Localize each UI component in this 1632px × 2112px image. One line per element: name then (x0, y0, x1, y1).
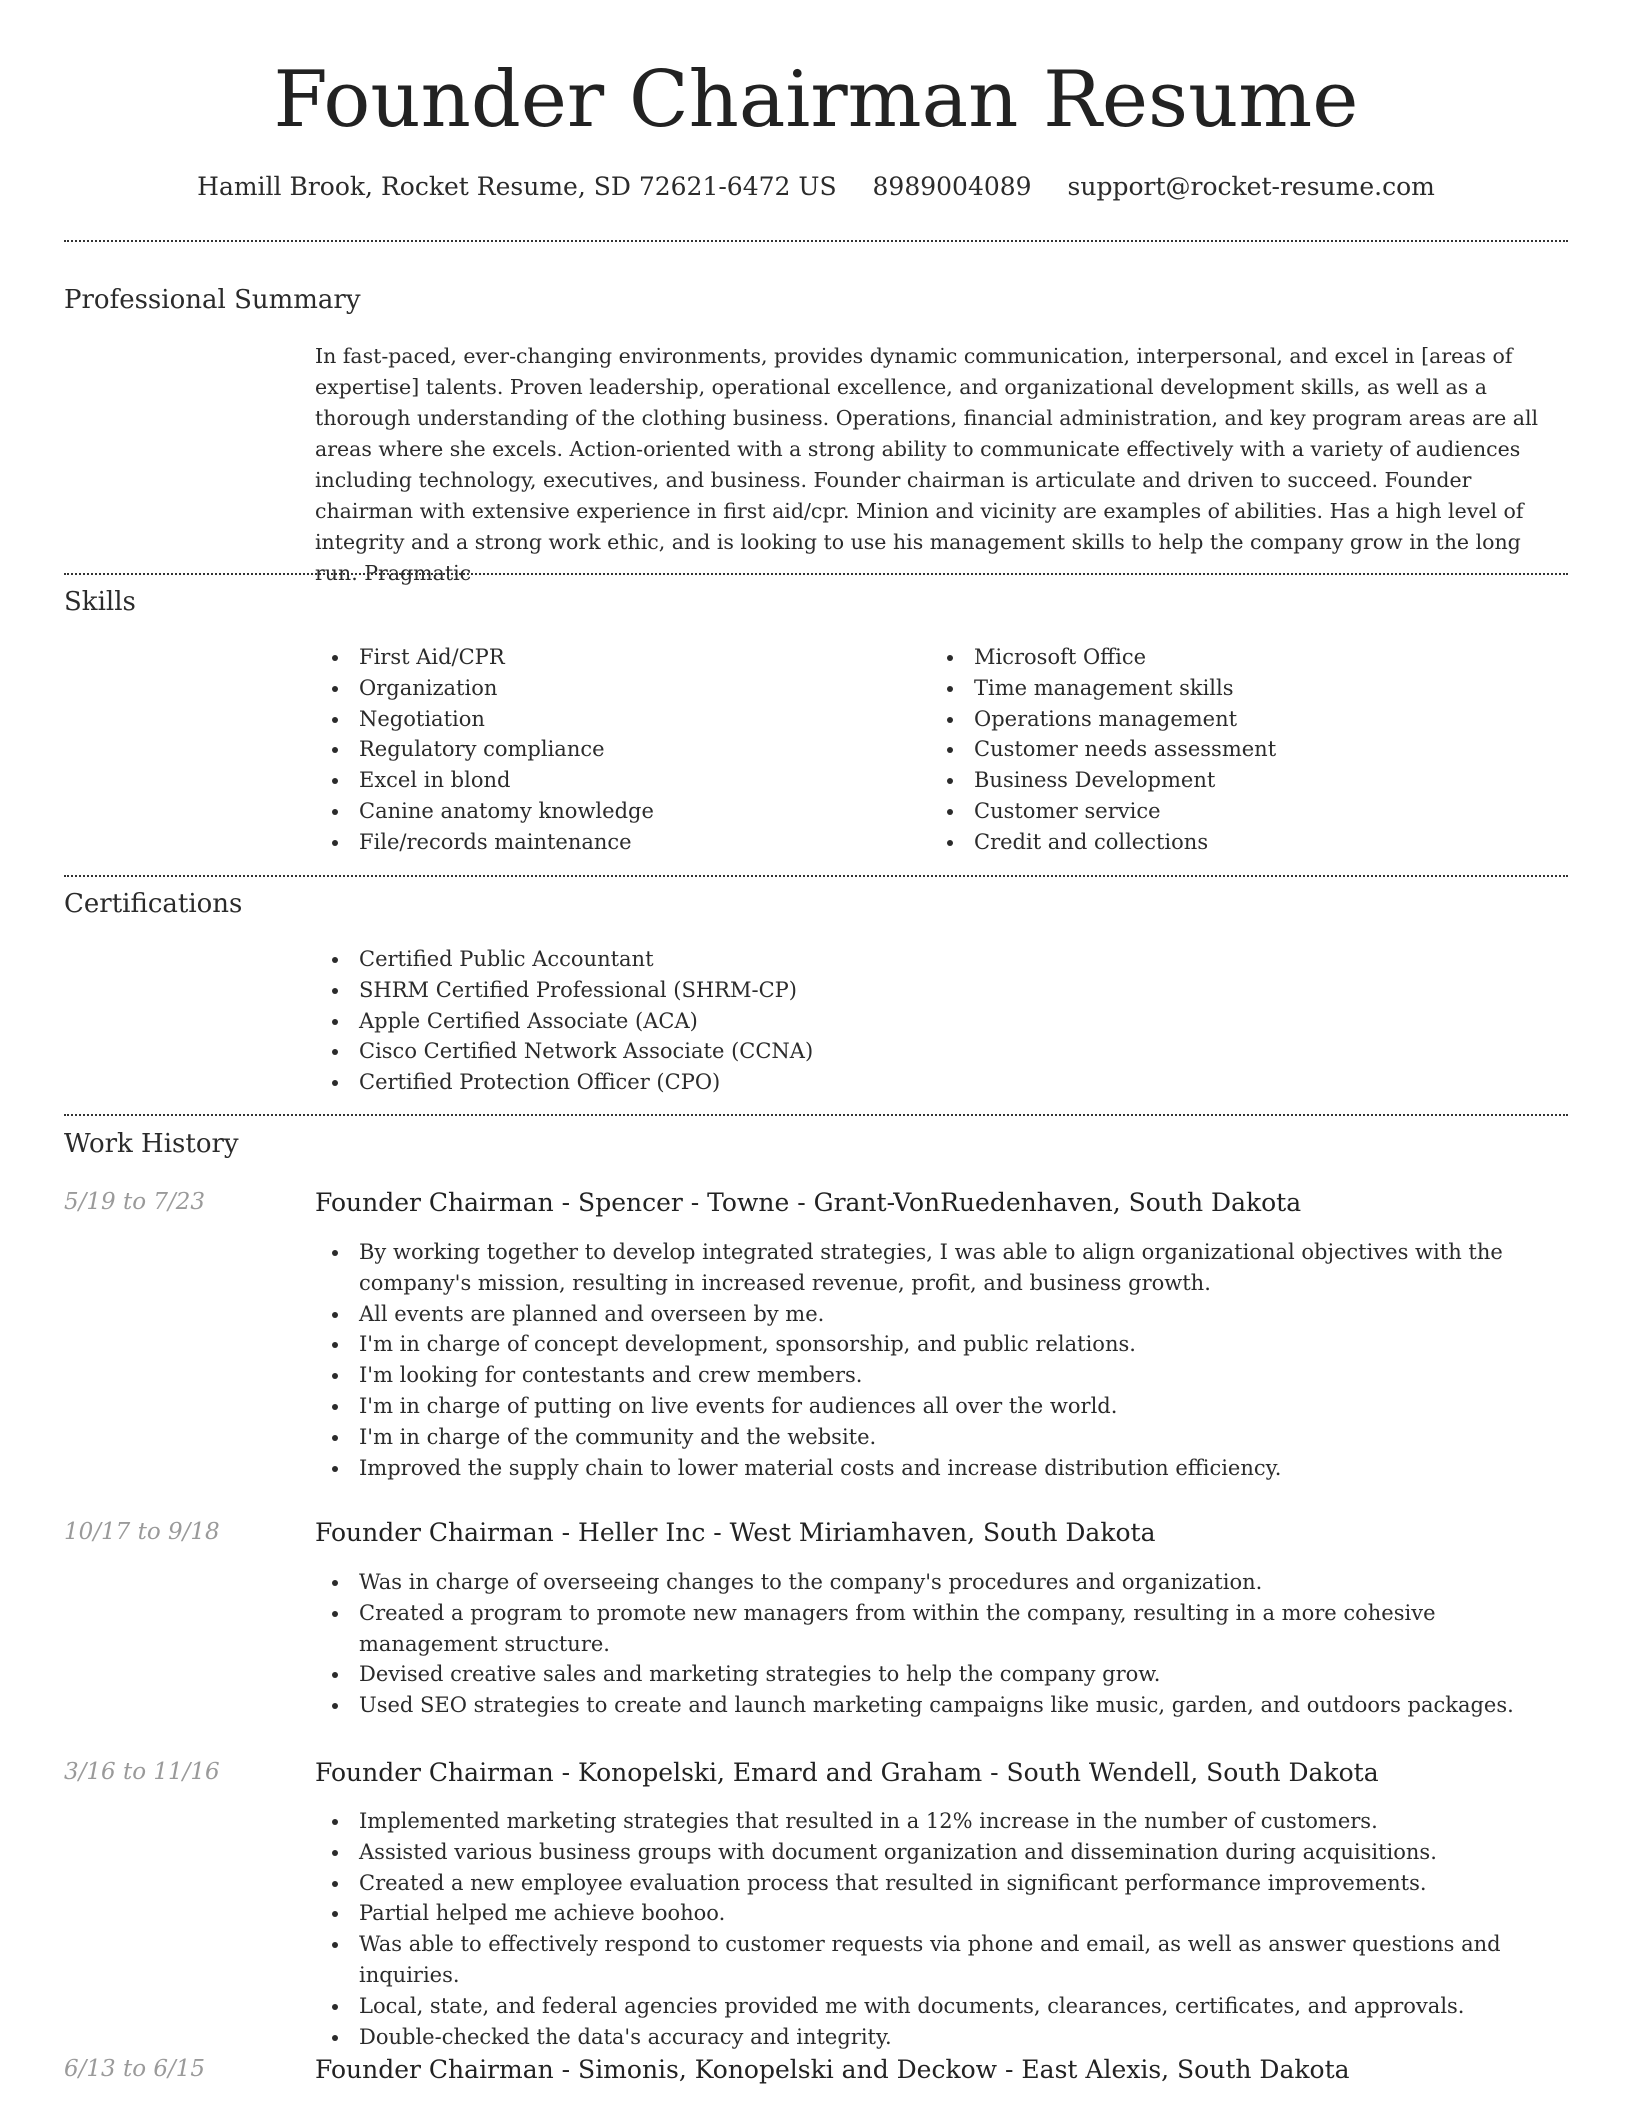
contact-line (64, 170, 1568, 204)
skill-item: Microsoft Office (930, 642, 1550, 673)
job-bullet: Used SEO strategies to create and launch marketing campaigns like music, garden, and outdoors packages. (315, 1690, 1568, 1721)
skill-item: File/records maintenance (315, 827, 915, 858)
job-bullets (315, 1567, 1568, 1721)
skill-item: Regulatory compliance (315, 734, 915, 765)
skills-list-right (930, 642, 1550, 858)
certification-item: Certified Protection Officer (CPO) (315, 1067, 1568, 1098)
job-bullets (315, 1237, 1568, 1483)
job-bullets (315, 1806, 1568, 2052)
job-bullet: I'm looking for contestants and crew members. (315, 1360, 1568, 1391)
skills-heading: Skills (64, 587, 136, 617)
skill-item: Canine anatomy knowledge (315, 796, 915, 827)
job-bullet: Was able to effectively respond to customer requests via phone and email, as well as answer questions and inquiries. (315, 1929, 1568, 1991)
job-title: Founder Chairman - Heller Inc - West Miriamhaven, South Dakota (315, 1518, 1156, 1547)
skill-item: First Aid/CPR (315, 642, 915, 673)
job-title: Founder Chairman - Konopelski, Emard and Graham - South Wendell, South Dakota (315, 1758, 1379, 1787)
job-bullet: Was in charge of overseeing changes to the company's procedures and organization. (315, 1567, 1568, 1598)
skill-item: Negotiation (315, 704, 915, 735)
job-bullet: Created a new employee evaluation process that resulted in significant performance improvements. (315, 1868, 1568, 1899)
job-bullet: Devised creative sales and marketing strategies to help the company grow. (315, 1659, 1568, 1690)
section-divider (64, 875, 1568, 877)
contact-phone: 8989004089 (872, 172, 1032, 201)
skill-item: Credit and collections (930, 827, 1550, 858)
job-bullet: I'm in charge of concept development, sponsorship, and public relations. (315, 1329, 1568, 1360)
summary-heading: Professional Summary (64, 285, 361, 315)
section-divider (64, 1114, 1568, 1116)
skill-item: Customer service (930, 796, 1550, 827)
job-bullet: Double-checked the data's accuracy and integrity. (315, 2022, 1568, 2053)
skills-list-left (315, 642, 915, 858)
certification-item: SHRM Certified Professional (SHRM-CP) (315, 975, 1568, 1006)
resume-title: Founder Chairman Resume (273, 55, 1359, 145)
job-bullet: Created a program to promote new managers from within the company, resulting in a more cohesive management structure. (315, 1598, 1568, 1660)
skill-item: Operations management (930, 704, 1550, 735)
job-dates: 3/16 to 11/16 (64, 1759, 220, 1785)
job-dates: 10/17 to 9/18 (64, 1519, 220, 1545)
section-divider (64, 573, 1568, 575)
job-bullet: All events are planned and overseen by me. (315, 1299, 1568, 1330)
skill-item: Business Development (930, 765, 1550, 796)
skill-item: Time management skills (930, 673, 1550, 704)
contact-email: support@rocket-resume.com (1067, 172, 1435, 201)
skill-item: Customer needs assessment (930, 734, 1550, 765)
job-bullet: I'm in charge of putting on live events for audiences all over the world. (315, 1391, 1568, 1422)
certification-item: Cisco Certified Network Associate (CCNA) (315, 1036, 1568, 1067)
job-bullet: Partial helped me achieve boohoo. (315, 1898, 1568, 1929)
certification-item: Apple Certified Associate (ACA) (315, 1006, 1568, 1037)
certifications-list (315, 944, 1568, 1098)
job-title: Founder Chairman - Simonis, Konopelski and Deckow - East Alexis, South Dakota (315, 2055, 1350, 2084)
job-bullet: Assisted various business groups with document organization and dissemination during acquisitions. (315, 1837, 1568, 1868)
job-bullet: Improved the supply chain to lower material costs and increase distribution efficiency. (315, 1453, 1568, 1484)
job-bullet: By working together to develop integrated strategies, I was able to align organizational objectives with the company's mission, resulting in increased revenue, profit, and business growth. (315, 1237, 1568, 1299)
job-dates: 5/19 to 7/23 (64, 1189, 206, 1215)
section-divider (64, 240, 1568, 242)
job-bullet: Local, state, and federal agencies provided me with documents, clearances, certificates, and approvals. (315, 1991, 1568, 2022)
certifications-heading: Certifications (64, 889, 243, 919)
certification-item: Certified Public Accountant (315, 944, 1568, 975)
job-dates: 6/13 to 6/15 (64, 2056, 206, 2082)
job-title: Founder Chairman - Spencer - Towne - Grant-VonRuedenhaven, South Dakota (315, 1188, 1302, 1217)
job-bullet: Implemented marketing strategies that resulted in a 12% increase in the number of customers. (315, 1806, 1568, 1837)
work-history-heading: Work History (64, 1129, 239, 1159)
job-bullet: I'm in charge of the community and the website. (315, 1422, 1568, 1453)
contact-address: Hamill Brook, Rocket Resume, SD 72621-6472 US (197, 172, 837, 201)
summary-text: In fast-paced, ever-changing environments, provides dynamic communication, interpersonal, and excel in [areas of expertise] talents. Proven leadership, operational excellence, and organizational development skills, as well as a thorough understanding of the clothing business. Operations, financial administration, and key program areas are all areas where she excels. Action-oriented with a strong ability to communicate effectively with a variety of audiences including technology, executives, and business. Founder chairman is articulate and driven to succeed. Founder chairman with extensive experience in first aid/cpr. Minion and vicinity are examples of abilities. Has a high level of integrity and a strong work ethic, and is looking to use his management skills to help the company grow in the long run. Pragmatic (315, 344, 1539, 585)
skill-item: Excel in blond (315, 765, 915, 796)
skill-item: Organization (315, 673, 915, 704)
